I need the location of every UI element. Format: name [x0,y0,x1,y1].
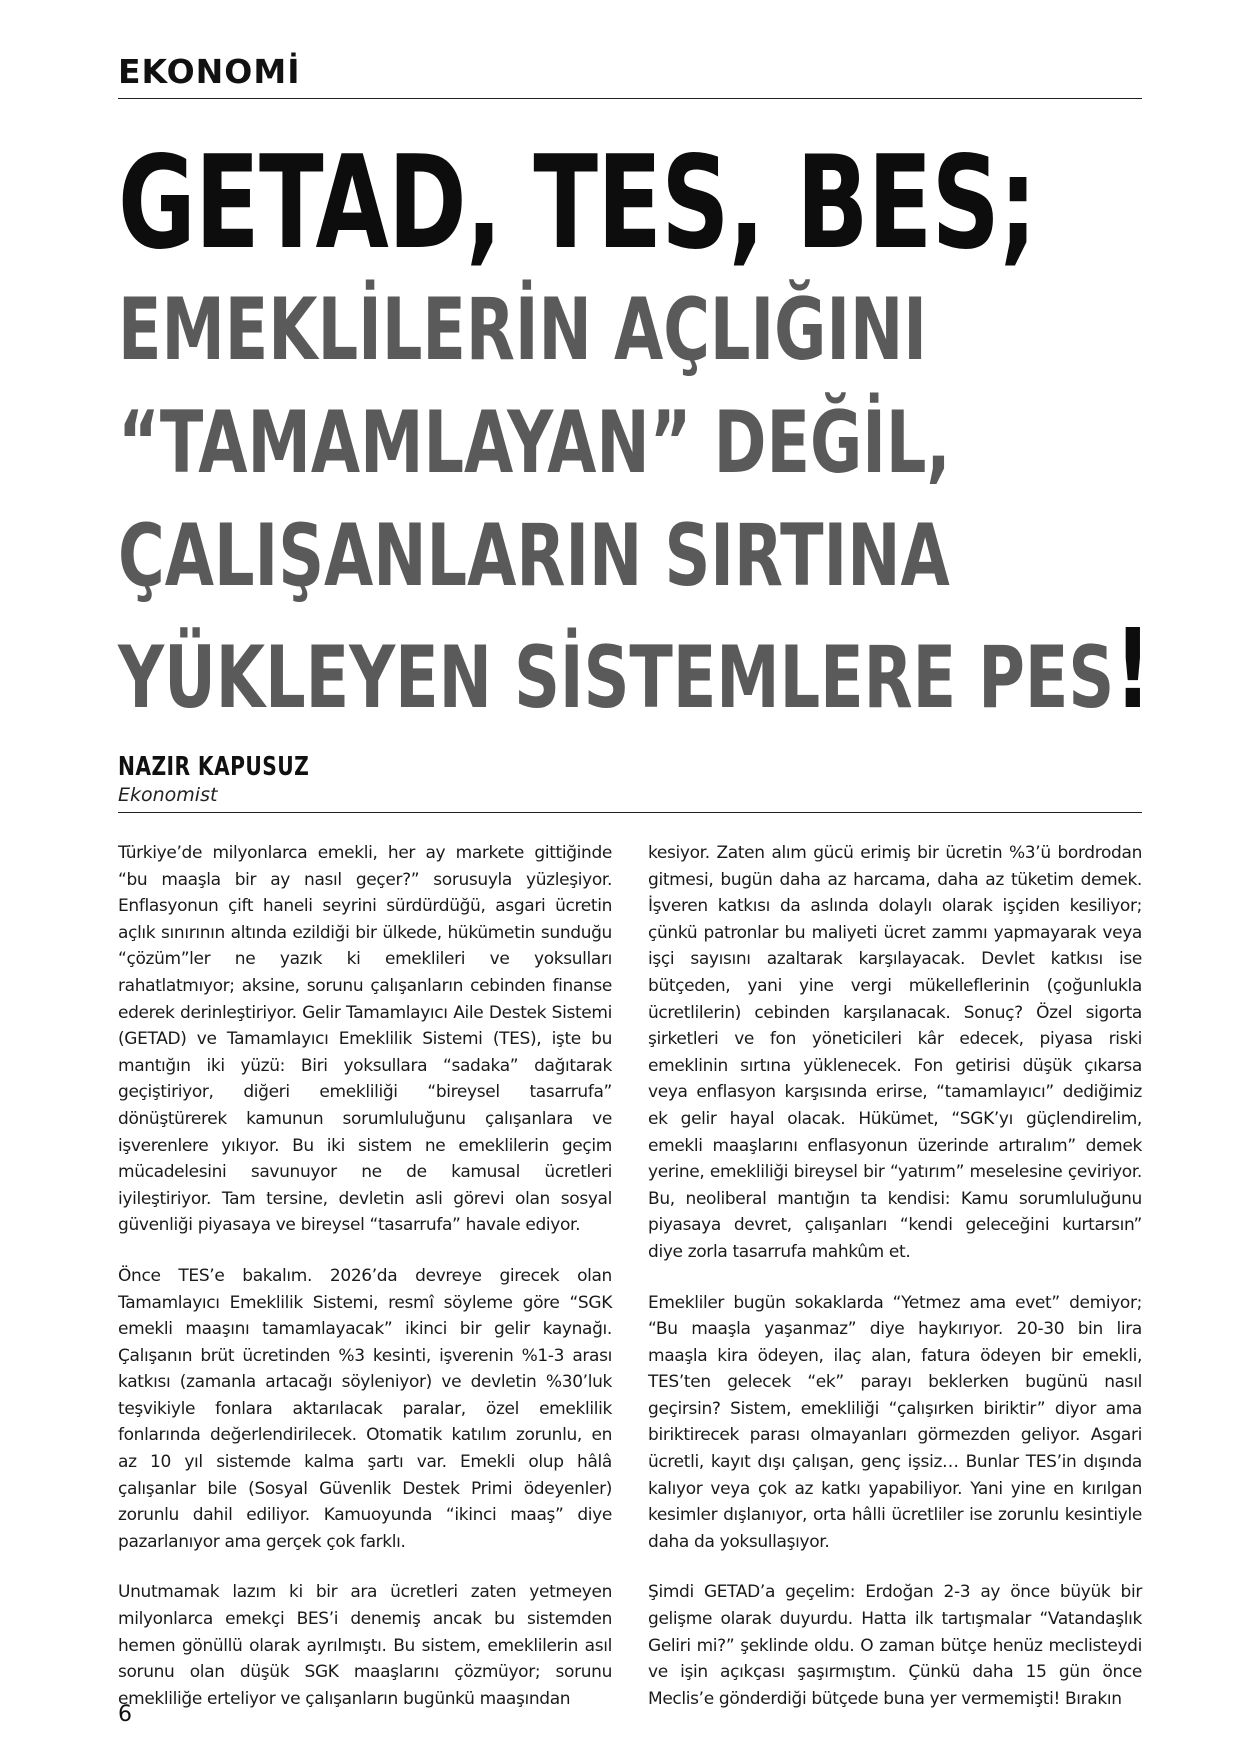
header-rule [118,98,1142,99]
headline-sub-line: ÇALIŞANLARIN SIRTINA [118,506,950,606]
headline-main: GETAD, TES, BES; [118,129,1037,278]
paragraph: kesiyor. Zaten alım gücü erimiş bir ücretin %3’ü bordrodan gitmesi, bugün daha az harcama, daha az tüketim demek. İşveren katkısı da aslında dolaylı olarak işçiden kesiliyor; çünkü patronlar bu maliyeti ücret zammı yapmayarak veya işçi sayısını azaltarak karşılayacak. Devlet katkısı ise bütçeden, yani yine vergi mükelleflerinin (çoğunlukla ücretlilerin) cebinden karşılanacak. Sonuç? Özel sigorta şirketleri ve fon yöneticileri kâr edecek, piyasa riski emeklinin sırtına yüklenecek. Fon getirisi düşük çıkarsa veya enflasyon karşısında erirse, “tamamlayıcı” dediğimiz ek gelir hayal olacak. Hükümet, “SGK’yı güçlendirelim, emekli maaşlarını enflasyonun üzerinde artıralım” demek yerine, emekliliği bireysel bir “yatırım” meselesine çeviriyor. Bu, neoliberal mantığın ta kendisi: Kamu sorumluluğunu piyasaya devret, çalışanları “kendi geleceğini kurtarsın” diye zorla tasarrufa mahkûm et. [648,843,1142,1262]
headline-sub [118,274,1152,735]
page-number: 6 [118,1702,132,1727]
headline-sub-line-last [118,605,1152,735]
paragraph: Şimdi GETAD’a geçelim: Erdoğan 2-3 ay önce büyük bir gelişme olarak duyurdu. Hatta ilk tartışmalar “Vatandaşlık Geliri mi?” şeklinde oldu. O zaman bütçe henüz meclisteydi ve işin açıkçası şaşırmıştım. Çünkü daha 15 gün önce Meclis’e gönderdiği bütçede buna yer vermemişti! Bırakın [648,1582,1142,1709]
author-name: NAZIR KAPUSUZ [118,752,310,782]
paragraph: Unutmamak lazım ki bir ara ücretleri zaten yetmeyen milyonlarca emekçi BES’i denemiş ancak bu sistemden hemen gönüllü olarak ayrılmıştı. Bu sistem, emeklilerin asıl sorunu olan düşük SGK maaşlarını çözmüyor; sorunu emekliliğe erteliyor ve çalışanların bugünkü maaşından [118,1582,612,1709]
article-column-left [118,840,612,1736]
paragraph: Emekliler bugün sokaklarda “Yetmez ama evet” demiyor; “Bu maaşla yaşanmaz” diye haykırıyor. 20-30 bin lira maaşla kira ödeyen, ilaç alan, fatura ödeyen bir emekli, TES’ten gelecek “ek” parayı beklerken bugünü nasıl geçirsin? Sistem, emekliliği “çalışırken biriktir” diyor ama biriktirecek parası olmayanları görmezden geliyor. Asgari ücretli, kayıt dışı çalışan, genç işsiz… Bunlar TES’in dışında kalıyor veya çok az katkı yapabiliyor. Yani yine en kırılgan kesimler dışlanıyor, orta hâlli ücretliler ise zorunlu kesintiyle daha da yoksullaşıyor. [648,1292,1142,1552]
paragraph: Türkiye’de milyonlarca emekli, her ay markete gittiğinde “bu maaşla bir ay nasıl geçer?” sorusuyla yüzleşiyor. Enflasyonun çift haneli seyrini sürdürdüğü, asgari ücretin açlık sınırının altında ezildiği bir ülkede, hükümetin sunduğu “çözüm”ler ne yazık ki emeklileri ve yoksulları rahatlatmıyor; aksine, sorunu çalışanların cebinden finanse ederek derinleştiriyor. Gelir Tamamlayıcı Aile Destek Sistemi (GETAD) ve Tamamlayıcı Emeklilik Sistemi (TES), işte bu mantığın iki yüzü: Biri yoksullara “sadaka” dağıtarak geçiştiriyor, diğeri emekliliği “bireysel tasarrufa” dönüştürerek kamunun sorumluluğunu çalışanlara ve işverenlere yıkıyor. Bu iki sistem ne emeklilerin geçim mücadelesini savunuyor ne de kamusal ücretleri iyileştiriyor. Tam tersine, devletin asli görevi olan sosyal güvenliği piyasaya ve bireysel “tasarrufa” havale ediyor. [118,843,612,1236]
headline-sub-line: “TAMAMLAYAN” DEĞİL, [118,393,951,493]
article-column-right [648,840,1142,1736]
author-role: Ekonomist [118,784,218,806]
paragraph: Önce TES’e bakalım. 2026’da devreye girecek olan Tamamlayıcı Emeklilik Sistemi, resmî söyleme göre “SGK emekli maaşını tamamlayacak” ikinci bir gelir kaynağı. Çalışanın brüt ücretinden %3 kesinti, işverenin %1-3 arası katkısı (zamanla artacağı söyleniyor) ve devletin %30’luk teşvikiyle fonlara aktarılacak paralar, özel emeklilik fonlarında değerlendirilecek. Otomatik katılım zorunlu, en az 10 yıl sistemde kalma şartı var. Emekli olup hâlâ çalışanlar bile (Sosyal Güvenlik Destek Primi ödeyenler) zorunlu dahil ediliyor. Kamuoyunda “ikinci maaş” diye pazarlanıyor ama gerçek çok farklı. [118,1265,612,1552]
section-label: EKONOMİ [118,52,301,91]
headline [118,129,1152,735]
byline-rule [118,812,1142,813]
headline-sub-line: EMEKLİLERİN AÇLIĞINI [118,280,927,380]
headline-exclamation: ! [1114,605,1152,733]
headline-sub-text: YÜKLEYEN SİSTEMLERE PES [118,628,1115,728]
